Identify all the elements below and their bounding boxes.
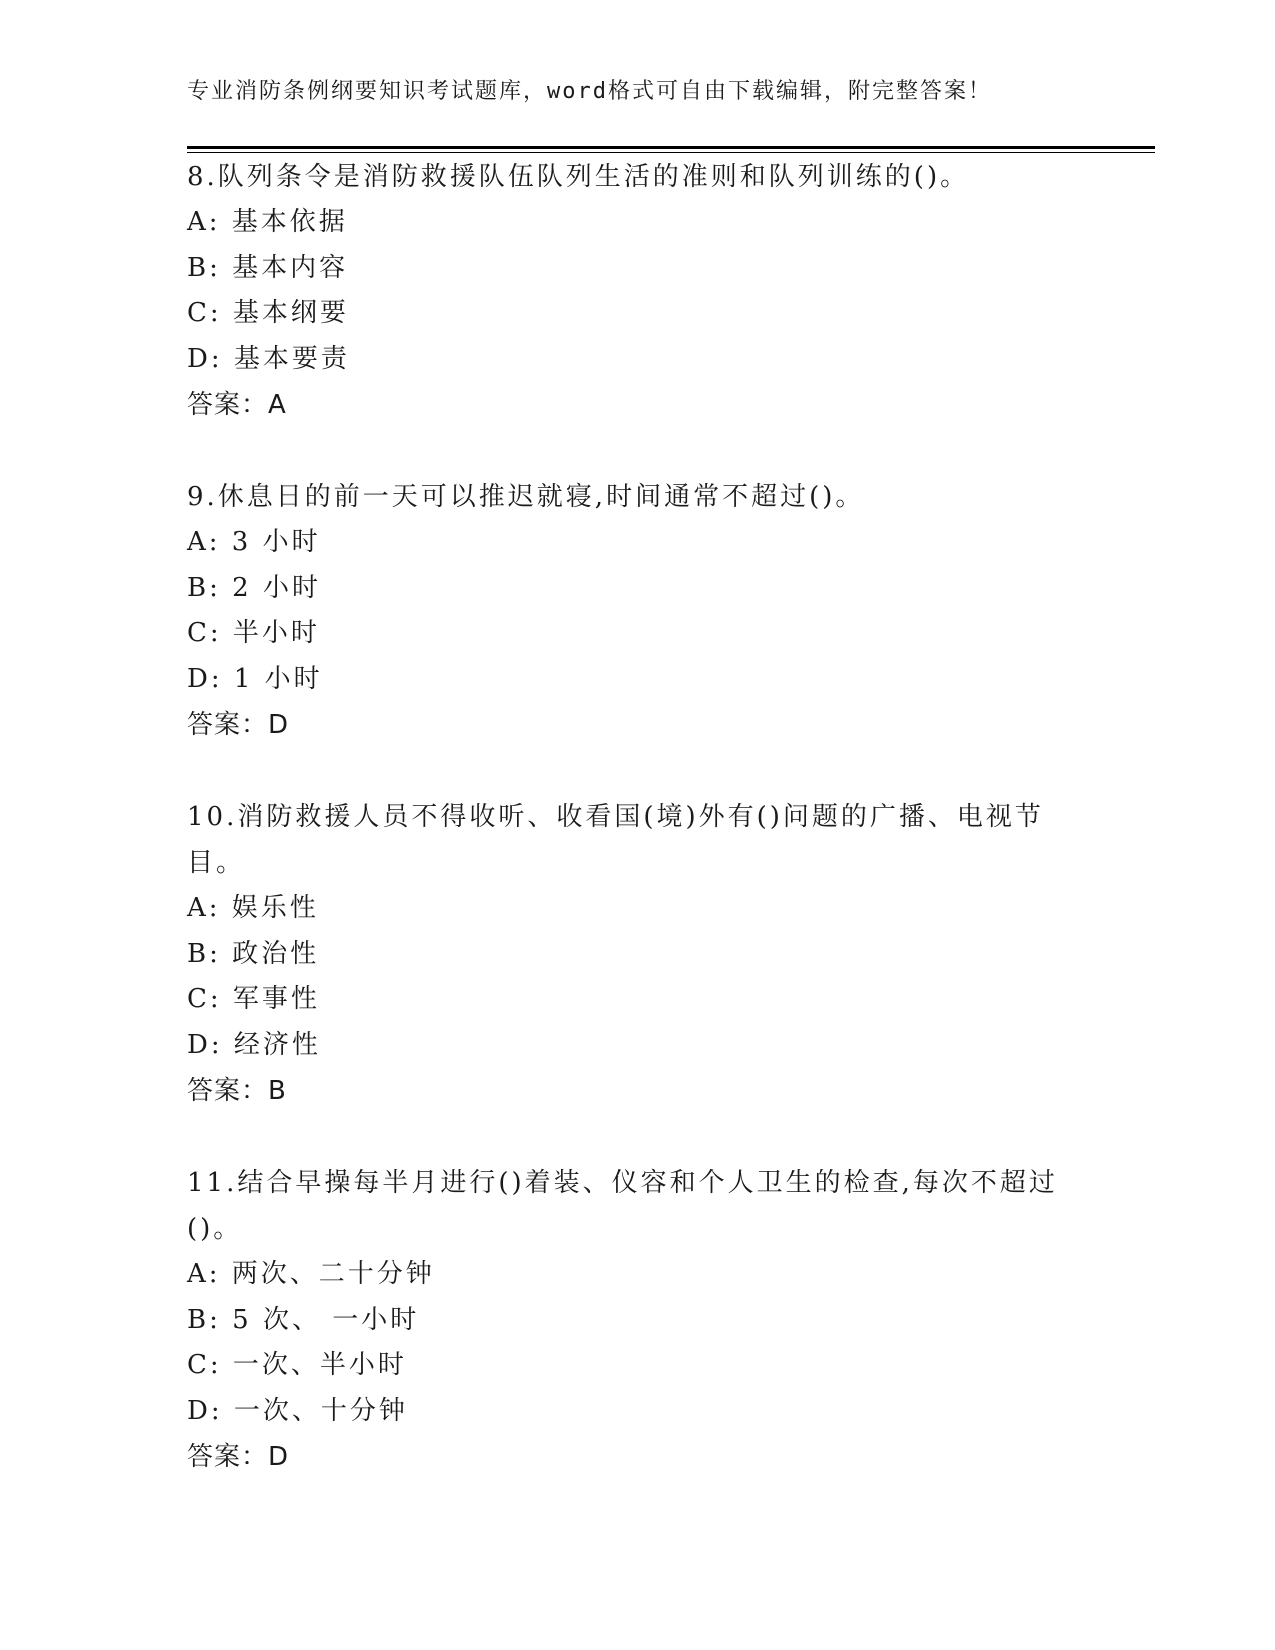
option-a: A: 基本依据 (187, 207, 348, 237)
option-c: C: 军事性 (187, 984, 320, 1014)
question-stem: 9.休息日的前一天可以推迟就寝,时间通常不超过()。 (187, 482, 865, 512)
question-10 (187, 794, 1087, 1114)
option-d: D: 1 小时 (187, 663, 323, 694)
option-a: A: 娱乐性 (187, 893, 319, 923)
option-b: B: 2 小时 (187, 572, 321, 603)
question-8 (187, 154, 1087, 428)
option-c: C: 半小时 (187, 618, 320, 648)
option-d: D: 经济性 (187, 1029, 321, 1060)
header-rule-thin (187, 152, 1155, 153)
option-b: B: 政治性 (187, 938, 320, 969)
answer: 答案：A (187, 390, 287, 420)
question-9 (187, 474, 1087, 748)
answer: 答案：B (187, 1076, 287, 1106)
page-header: 专业消防条例纲要知识考试题库，word格式可自由下载编辑，附完整答案！ (187, 79, 992, 104)
option-c: C: 基本纲要 (187, 298, 349, 328)
option-a: A: 3 小时 (187, 527, 321, 557)
answer: 答案：D (187, 710, 290, 740)
option-b: B: 基本内容 (187, 252, 349, 283)
answer: 答案：D (187, 1442, 290, 1472)
header-rule-thick (187, 146, 1155, 149)
option-b: B: 5 次、 一小时 (187, 1304, 420, 1335)
question-stem: 10.消防救援人员不得收听、收看国(境)外有()问题的广播、电视节目。 (187, 802, 1044, 878)
option-d: D: 一次、十分钟 (187, 1395, 408, 1426)
option-a: A: 两次、二十分钟 (187, 1259, 435, 1289)
question-11 (187, 1160, 1087, 1480)
option-d: D: 基本要责 (187, 343, 350, 374)
question-stem: 8.队列条令是消防救援队伍队列生活的准则和队列训练的()。 (187, 162, 970, 192)
question-stem: 11.结合早操每半月进行()着装、仪容和个人卫生的检查,每次不超过()。 (187, 1168, 1058, 1244)
option-c: C: 一次、半小时 (187, 1350, 407, 1380)
question-list (187, 154, 1087, 1526)
